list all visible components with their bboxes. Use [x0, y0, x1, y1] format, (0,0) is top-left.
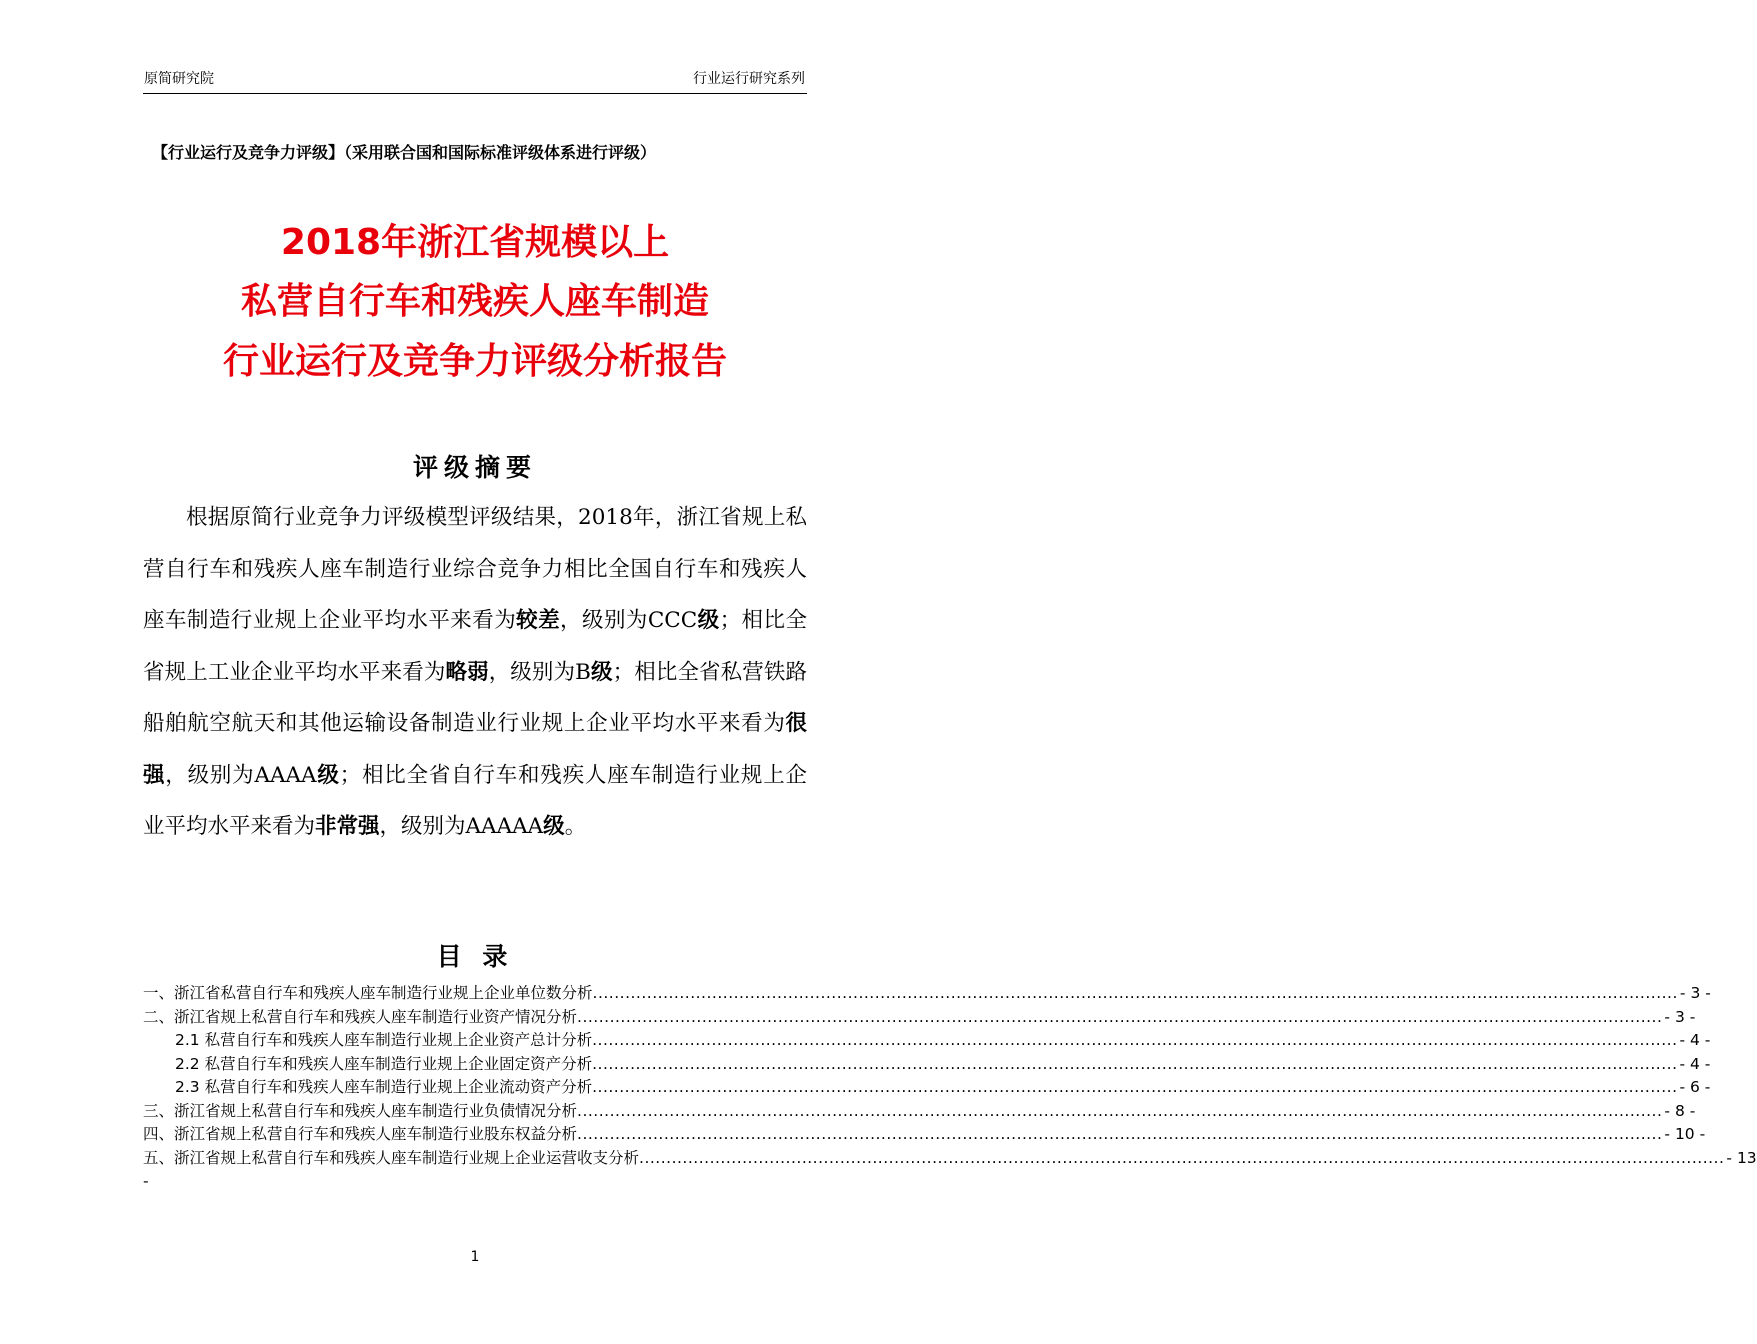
page-number: 1: [470, 1249, 480, 1265]
report-title-line-2: 私营自行车和残疾人座车制造: [240, 281, 709, 322]
toc-entry-page: - 10 -: [1664, 1125, 1706, 1143]
summary-text: ；相比全省规上工业企业平均水平来看为: [143, 608, 807, 685]
toc-entry-page: - 3 -: [1679, 984, 1711, 1002]
header-series-name: 行业运行研究系列: [693, 71, 805, 87]
summary-emphasis: 级: [697, 608, 720, 633]
toc-entry[interactable]: [143, 1006, 1696, 1030]
toc-leader-dots: ........................................................................................................................................................................................................: [592, 984, 1678, 1002]
toc-entry-page: - 3 -: [1664, 1007, 1696, 1026]
summary-emphasis: 级: [543, 814, 565, 839]
toc-entry[interactable]: [143, 1147, 1757, 1171]
summary-text: ，级别为AAAA: [165, 762, 317, 788]
summary-text: 根据原简行业竞争力评级模型评级结果，2018年，浙江省规上私营自行车和残疾人座车制造行业综合竞争力相比全国自行车和残疾人座车制造行业规上企业平均水平来看为: [143, 505, 807, 633]
summary-text: 。: [564, 814, 587, 839]
summary-emphasis: 非常强: [315, 814, 380, 839]
toc-leader-dots: ........................................................................................................................................................................................................: [592, 1078, 1678, 1096]
toc-leader-dots: ........................................................................................................................................................................................................: [577, 1007, 1663, 1026]
toc-leader-dots: ........................................................................................................................................................................................................: [577, 1101, 1663, 1120]
toc-leader-dots: ........................................................................................................................................................................................................: [639, 1148, 1725, 1167]
header-org-name: 原简研究院: [144, 71, 214, 87]
table-of-contents: [143, 982, 1757, 1194]
summary-emphasis: 略弱: [445, 659, 489, 685]
summary-heading: 评级摘要: [412, 453, 537, 482]
toc-entry-page: - 4 -: [1679, 1031, 1711, 1049]
toc-entry[interactable]: [143, 1076, 1711, 1100]
toc-entry-title: 四、浙江省规上私营自行车和残疾人座车制造行业股东权益分析: [143, 1125, 578, 1143]
toc-entry-title: 二、浙江省规上私营自行车和残疾人座车制造行业资产情况分析: [143, 1007, 578, 1026]
toc-entry-title: 2.2 私营自行车和残疾人座车制造行业规上企业固定资产分析: [175, 1054, 593, 1073]
toc-entry[interactable]: [143, 1100, 1696, 1124]
summary-text: ；相比全省私营铁路船舶航空航天和其他运输设备制造业行业规上企业平均水平来看为: [143, 659, 807, 736]
toc-entry-title: 2.3 私营自行车和残疾人座车制造行业规上企业流动资产分析: [175, 1078, 593, 1096]
toc-entry-title: 2.1 私营自行车和残疾人座车制造行业规上企业资产总计分析: [175, 1031, 593, 1049]
summary-text: ，级别为AAAAA: [379, 814, 544, 839]
toc-entry-page: - 8 -: [1664, 1101, 1696, 1120]
toc-entry-page: - 13: [1726, 1148, 1757, 1167]
toc-leader-dots: ........................................................................................................................................................................................................: [577, 1125, 1663, 1143]
toc-entry[interactable]: [143, 982, 1711, 1006]
summary-emphasis: 较差: [516, 608, 561, 633]
summary-emphasis: 很强: [143, 711, 807, 788]
summary-emphasis: 级: [316, 762, 340, 788]
toc-heading: 目 录: [436, 942, 514, 971]
summary-text: ；相比全省自行车和残疾人座车制造行业规上企业平均水平来看为: [143, 762, 807, 839]
toc-entry-title: 五、浙江省规上私营自行车和残疾人座车制造行业规上企业运营收支分析: [143, 1148, 640, 1167]
toc-leader-dots: ........................................................................................................................................................................................................: [592, 1031, 1678, 1049]
toc-entry[interactable]: [143, 1123, 1706, 1147]
toc-leader-dots: ........................................................................................................................................................................................................: [592, 1054, 1678, 1073]
rating-series-line: 【行业运行及竞争力评级】（采用联合国和国际标准评级体系进行评级）: [152, 143, 657, 162]
report-title-line-1: 2018年浙江省规模以上: [280, 222, 670, 263]
report-title-line-3: 行业运行及竞争力评级分析报告: [222, 341, 727, 382]
toc-entry-title: 一、浙江省私营自行车和残疾人座车制造行业规上企业单位数分析: [143, 984, 593, 1002]
page-header: [143, 66, 807, 94]
toc-entry[interactable]: [143, 1053, 1711, 1077]
toc-entry-page: - 6 -: [1679, 1078, 1711, 1096]
toc-entry-title: 三、浙江省规上私营自行车和残疾人座车制造行业负债情况分析: [143, 1101, 578, 1120]
summary-text: ，级别为CCC: [560, 608, 698, 633]
summary-paragraph: [143, 492, 807, 853]
toc-entry[interactable]: [143, 1029, 1711, 1053]
summary-emphasis: 级: [590, 659, 613, 685]
toc-entry-page-tail: -: [143, 1172, 149, 1190]
toc-entry-page: - 4 -: [1679, 1054, 1711, 1073]
summary-text: ，级别为B: [488, 659, 591, 685]
